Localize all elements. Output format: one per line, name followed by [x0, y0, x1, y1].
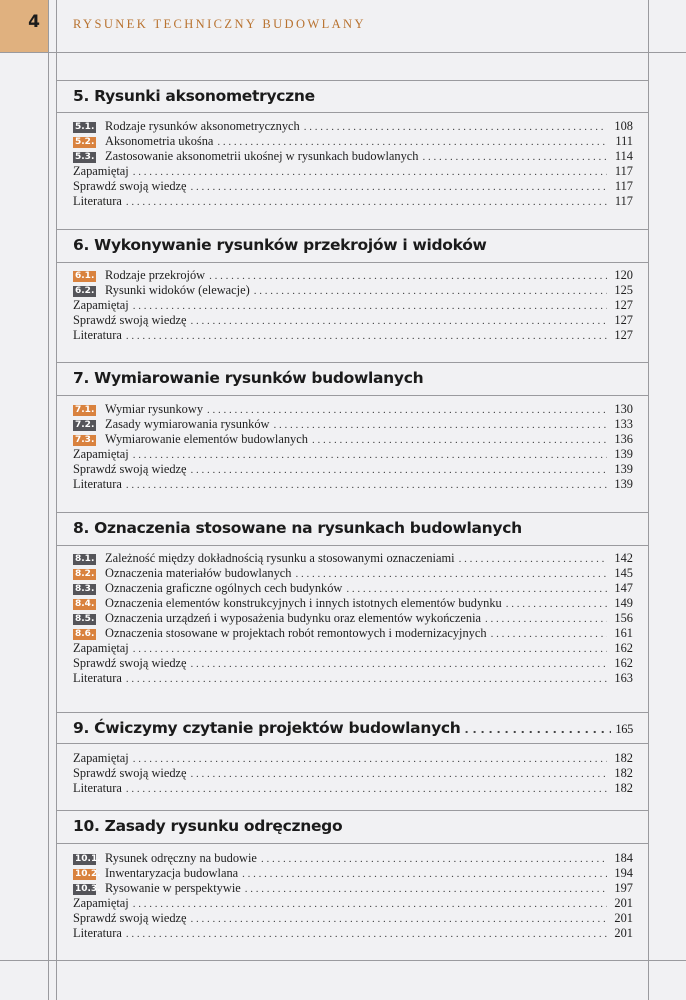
chapter-number-badge: 7.1.	[75, 405, 95, 415]
page-number-ref: 133	[614, 417, 633, 431]
page-number-ref: 162	[614, 656, 633, 670]
toc-entry[interactable]	[73, 851, 633, 866]
page-number-ref: 111	[615, 134, 633, 148]
chapter-number-badge: 10.3.	[75, 884, 101, 894]
dot-leader	[126, 195, 607, 210]
entry-label: Zasady wymiarowania rysunków	[105, 417, 270, 431]
section-top-rule	[56, 362, 648, 363]
entry-label: Zapamiętaj	[73, 298, 129, 312]
dot-leader	[126, 672, 607, 687]
chapter-number-badge: 5.2.	[75, 137, 95, 147]
dot-leader	[491, 627, 607, 642]
margin-line	[56, 0, 57, 1000]
toc-entry[interactable]	[73, 328, 633, 343]
chapter-number-badge: 8.2.	[75, 569, 95, 579]
entry-label: Sprawdź swoją wiedzę	[73, 766, 187, 780]
dot-leader	[459, 552, 607, 567]
entry-label: Sprawdź swoją wiedzę	[73, 656, 187, 670]
toc-entry[interactable]	[73, 447, 633, 462]
dot-leader	[133, 299, 607, 314]
entry-label: Inwentaryzacja budowlana	[105, 866, 239, 880]
page-number-ref: 127	[614, 328, 633, 342]
dot-leader	[312, 433, 607, 448]
toc-entry[interactable]	[73, 926, 633, 941]
toc-entry[interactable]	[73, 164, 633, 179]
page-number-ref: 139	[614, 447, 633, 461]
toc-entry[interactable]	[73, 611, 633, 626]
dot-leader	[261, 852, 607, 867]
chapter-number-badge: 8.1.	[75, 554, 95, 564]
section-title-rule	[56, 262, 648, 263]
chapter-number-badge: 10.2.	[75, 869, 101, 879]
toc-entry[interactable]	[73, 283, 633, 298]
page-number-ref: 127	[614, 298, 633, 312]
section-title-rule	[56, 112, 648, 113]
toc-entry[interactable]	[73, 866, 633, 881]
dot-leader	[304, 120, 607, 135]
margin-line	[648, 0, 649, 1000]
toc-entry[interactable]	[73, 417, 633, 432]
dot-leader	[242, 867, 607, 882]
page-number-ref: 117	[614, 179, 633, 193]
page-number-ref: 149	[614, 596, 633, 610]
dot-leader	[346, 582, 607, 597]
dot-leader	[295, 567, 607, 582]
dot-leader	[209, 269, 607, 284]
dot-leader	[126, 927, 607, 942]
toc-entry[interactable]	[73, 313, 633, 328]
dot-leader	[273, 418, 607, 433]
page-number-ref: 139	[614, 462, 633, 476]
page-number-ref: 162	[614, 641, 633, 655]
page-number-ref: 117	[614, 164, 633, 178]
chapter-number-badge: 8.6.	[75, 629, 95, 639]
chapter-number-badge: 7.3.	[75, 435, 95, 445]
header-rule	[0, 52, 686, 53]
dot-leader	[423, 150, 608, 165]
page-number-ref: 182	[614, 766, 633, 780]
page-number-ref: 147	[614, 581, 633, 595]
entry-label: Oznaczenia elementów konstrukcyjnych i innych istotnych elementów budynku	[105, 596, 502, 610]
toc-entry[interactable]	[73, 477, 633, 492]
page-number-ref: 182	[614, 751, 633, 765]
toc-entry[interactable]	[73, 402, 633, 417]
toc-entry[interactable]	[73, 298, 633, 313]
section-top-rule	[56, 810, 648, 811]
entry-label: Zapamiętaj	[73, 641, 129, 655]
dot-leader	[485, 612, 607, 627]
toc-entry[interactable]	[73, 656, 633, 671]
entry-label: Oznaczenia graficzne ogólnych cech budynków	[105, 581, 343, 595]
section-title[interactable]: 5. Rysunki aksonometryczne	[73, 87, 315, 105]
section-title-rule	[56, 843, 648, 844]
entry-label: Wymiar rysunkowy	[105, 402, 204, 416]
section-title[interactable]: 10. Zasady rysunku odręcznego	[73, 817, 343, 835]
entry-label: Sprawdź swoją wiedzę	[73, 179, 187, 193]
page-number-ref: 201	[614, 911, 633, 925]
toc-entry[interactable]	[73, 596, 633, 611]
dot-leader	[133, 448, 607, 463]
dot-leader	[191, 767, 607, 782]
entry-list	[73, 551, 633, 686]
dot-leader	[191, 314, 607, 329]
footer-rule	[0, 960, 686, 961]
toc-entry[interactable]	[73, 268, 633, 283]
running-head: RYSUNEK TECHNICZNY BUDOWLANY	[73, 17, 366, 31]
page-number-ref: 139	[614, 477, 633, 491]
entry-label: Rysowanie w perspektywie	[105, 881, 241, 895]
dot-leader	[133, 165, 607, 180]
toc-entry[interactable]	[73, 626, 633, 641]
page-number: 4	[28, 12, 40, 32]
toc-entry[interactable]	[73, 896, 633, 911]
page-number-ref: 130	[614, 402, 633, 416]
page-number-ref: 165	[615, 722, 633, 736]
section-title-rule	[56, 743, 648, 744]
page-number-ref: 184	[614, 851, 633, 865]
dot-leader	[126, 329, 607, 344]
dot-leader	[126, 782, 607, 797]
page-number-ref: 197	[614, 881, 633, 895]
toc-entry[interactable]	[73, 179, 633, 194]
page-number-ref: 136	[614, 432, 633, 446]
page-number-ref: 114	[614, 149, 633, 163]
entry-label: Sprawdź swoją wiedzę	[73, 911, 187, 925]
entry-label: Zapamiętaj	[73, 896, 129, 910]
toc-entry[interactable]	[73, 671, 633, 686]
entry-list	[73, 268, 633, 343]
entry-label: Zastosowanie aksonometrii ukośnej w rysunkach budowlanych	[105, 149, 419, 163]
entry-label: Rysunek odręczny na budowie	[105, 851, 257, 865]
page-number-ref: 108	[614, 119, 633, 133]
section-top-rule	[56, 80, 648, 81]
dot-leader	[254, 284, 607, 299]
toc-entry[interactable]	[73, 551, 633, 566]
entry-label: Sprawdź swoją wiedzę	[73, 313, 187, 327]
toc-entry[interactable]	[73, 641, 633, 656]
section-title[interactable]: 8. Oznaczenia stosowane na rysunkach budowlanych	[73, 519, 522, 537]
entry-list	[73, 851, 633, 941]
page-number-ref: 117	[614, 194, 633, 208]
toc-entry[interactable]	[73, 751, 633, 766]
toc-entry[interactable]	[73, 566, 633, 581]
toc-entry[interactable]	[73, 581, 633, 596]
page-number-ref: 201	[614, 896, 633, 910]
toc-entry[interactable]	[73, 119, 633, 134]
dot-leader	[133, 642, 607, 657]
dot-leader	[191, 180, 607, 195]
section-top-rule	[56, 712, 648, 713]
entry-label: Oznaczenia stosowane w projektach robót remontowych i modernizacyjnych	[105, 626, 487, 640]
entry-label: Rodzaje przekrojów	[105, 268, 206, 282]
entry-label: Sprawdź swoją wiedzę	[73, 462, 187, 476]
entry-label: Literatura	[73, 477, 122, 491]
dot-leader	[133, 897, 607, 912]
chapter-number-badge: 5.3.	[75, 152, 95, 162]
section-title-text: 9. Ćwiczymy czytanie projektów budowlanych	[73, 719, 461, 737]
toc-entry[interactable]	[73, 462, 633, 477]
dot-leader	[506, 597, 607, 612]
toc-entry[interactable]	[73, 149, 633, 164]
chapter-number-badge: 8.3.	[75, 584, 95, 594]
entry-label: Wymiarowanie elementów budowlanych	[105, 432, 308, 446]
page-number-ref: 194	[614, 866, 633, 880]
section-title[interactable]	[73, 719, 633, 737]
chapter-number-badge: 6.1.	[75, 271, 95, 281]
page-number-ref: 125	[614, 283, 633, 297]
page-number-ref: 182	[614, 781, 633, 795]
toc-entry[interactable]	[73, 134, 633, 149]
dot-leader	[191, 912, 607, 927]
chapter-number-badge: 8.5.	[75, 614, 95, 624]
entry-label: Oznaczenia urządzeń i wyposażenia budynku oraz elementów wykończenia	[105, 611, 482, 625]
page-number-ref: 145	[614, 566, 633, 580]
page-number-ref: 156	[614, 611, 633, 625]
dot-leader	[133, 752, 607, 767]
entry-label: Literatura	[73, 781, 122, 795]
chapter-number-badge: 10.1.	[75, 854, 101, 864]
entry-label: Zależność między dokładnością rysunku a stosowanymi oznaczeniami	[105, 551, 455, 565]
margin-line	[48, 0, 49, 1000]
section-title[interactable]: 6. Wykonywanie rysunków przekrojów i widoków	[73, 236, 487, 254]
section-title-rule	[56, 545, 648, 546]
chapter-number-badge: 6.2.	[75, 286, 95, 296]
page-number-ref: 161	[614, 626, 633, 640]
chapter-number-badge: 5.1.	[75, 122, 95, 132]
toc-entry[interactable]	[73, 881, 633, 896]
dot-leader	[191, 657, 607, 672]
entry-label: Zapamiętaj	[73, 164, 129, 178]
entry-label: Zapamiętaj	[73, 447, 129, 461]
toc-entry[interactable]	[73, 766, 633, 781]
entry-list	[73, 751, 633, 796]
dot-leader	[126, 478, 607, 493]
entry-list	[73, 119, 633, 209]
page-number-ref: 120	[614, 268, 633, 282]
dot-leader	[245, 882, 607, 897]
entry-label: Literatura	[73, 194, 122, 208]
dot-leader	[465, 723, 612, 736]
chapter-number-badge: 7.2.	[75, 420, 95, 430]
toc-entry[interactable]	[73, 911, 633, 926]
toc-entry[interactable]	[73, 194, 633, 209]
section-top-rule	[56, 512, 648, 513]
dot-leader	[217, 135, 607, 150]
dot-leader	[207, 403, 607, 418]
section-title-rule	[56, 395, 648, 396]
entry-label: Literatura	[73, 671, 122, 685]
entry-label: Literatura	[73, 328, 122, 342]
chapter-number-badge: 8.4.	[75, 599, 95, 609]
entry-label: Zapamiętaj	[73, 751, 129, 765]
entry-label: Oznaczenia materiałów budowlanych	[105, 566, 292, 580]
toc-entry[interactable]	[73, 781, 633, 796]
page-number-ref: 142	[614, 551, 633, 565]
section-title[interactable]: 7. Wymiarowanie rysunków budowlanych	[73, 369, 424, 387]
toc-entry[interactable]	[73, 432, 633, 447]
section-top-rule	[56, 229, 648, 230]
entry-label: Aksonometria ukośna	[105, 134, 214, 148]
dot-leader	[191, 463, 607, 478]
entry-label: Rodzaje rysunków aksonometrycznych	[105, 119, 300, 133]
page-number-ref: 201	[614, 926, 633, 940]
page-number-ref: 163	[614, 671, 633, 685]
entry-label: Rysunki widoków (elewacje)	[105, 283, 250, 297]
page-number-ref: 127	[614, 313, 633, 327]
entry-list	[73, 402, 633, 492]
entry-label: Literatura	[73, 926, 122, 940]
